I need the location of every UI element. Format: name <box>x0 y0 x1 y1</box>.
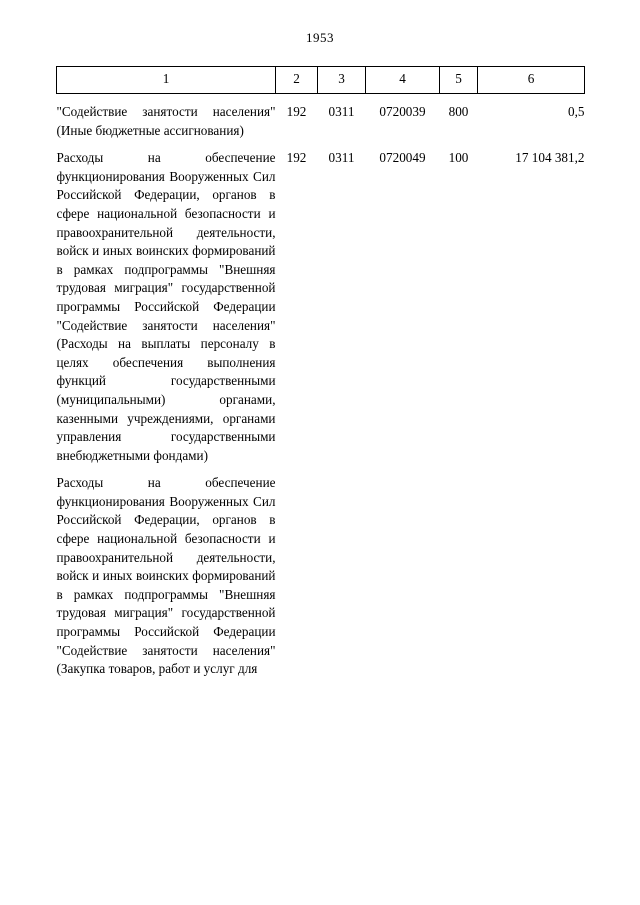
row-name: Расходы на обеспечение функционирования Вооруженных Сил Российской Федерации, органов в сфере национальной безопасности и правоохранительной деятельности, войск и иных воинских формирований в рамках подпрограммы "Внешняя трудовая миграция" государственной программы Российской Федерации "Содействие занятости населения" (Расходы на выплаты персоналу в целях обеспечения выполнения функций государственными (муниципальными) органами, казенными учреждениями, органами управления государственными внебюджетными фондами) <box>56 150 276 463</box>
row-section-code: 192 <box>286 150 307 166</box>
row-target-code: 0720049 <box>379 150 426 166</box>
column-header-5: 5 <box>440 67 478 94</box>
row-subsection-code <box>318 465 366 679</box>
row-name: "Содействие занятости населения" (Иные бюджетные ассигнования) <box>56 104 276 138</box>
column-header-6: 6 <box>478 67 585 94</box>
table-row <box>57 140 585 465</box>
column-header-3: 3 <box>318 67 366 94</box>
table-row <box>57 465 585 679</box>
row-subsection-code: 0311 <box>328 150 355 166</box>
table-row <box>57 94 585 141</box>
row-amount: 17 104 381,2 <box>515 150 585 166</box>
row-expense-type: 800 <box>448 104 469 119</box>
column-header-2: 2 <box>276 67 318 94</box>
table-header-row <box>57 67 585 94</box>
row-name: Расходы на обеспечение функционирования Вооруженных Сил Российской Федерации, органов в сфере национальной безопасности и правоохранительной деятельности, войск и иных воинских формирований в рамках подпрограммы "Внешняя трудовая миграция" государственной программы Российской Федерации "Содействие занятости населения" (Закупка товаров, работ и услуг для <box>56 475 276 677</box>
budget-table <box>56 66 585 679</box>
column-header-1: 1 <box>57 67 276 94</box>
row-section-code: 192 <box>286 104 307 119</box>
row-section-code <box>276 465 318 679</box>
row-expense-type: 100 <box>448 150 469 166</box>
row-subsection-code: 0311 <box>328 104 355 119</box>
column-header-4: 4 <box>366 67 440 94</box>
row-target-code: 0720039 <box>379 104 426 119</box>
row-amount <box>478 465 585 679</box>
row-target-code <box>366 465 440 679</box>
budget-table-container <box>56 66 584 679</box>
page-number: 1953 <box>306 30 334 45</box>
row-amount: 0,5 <box>568 104 585 119</box>
row-expense-type <box>440 465 478 679</box>
